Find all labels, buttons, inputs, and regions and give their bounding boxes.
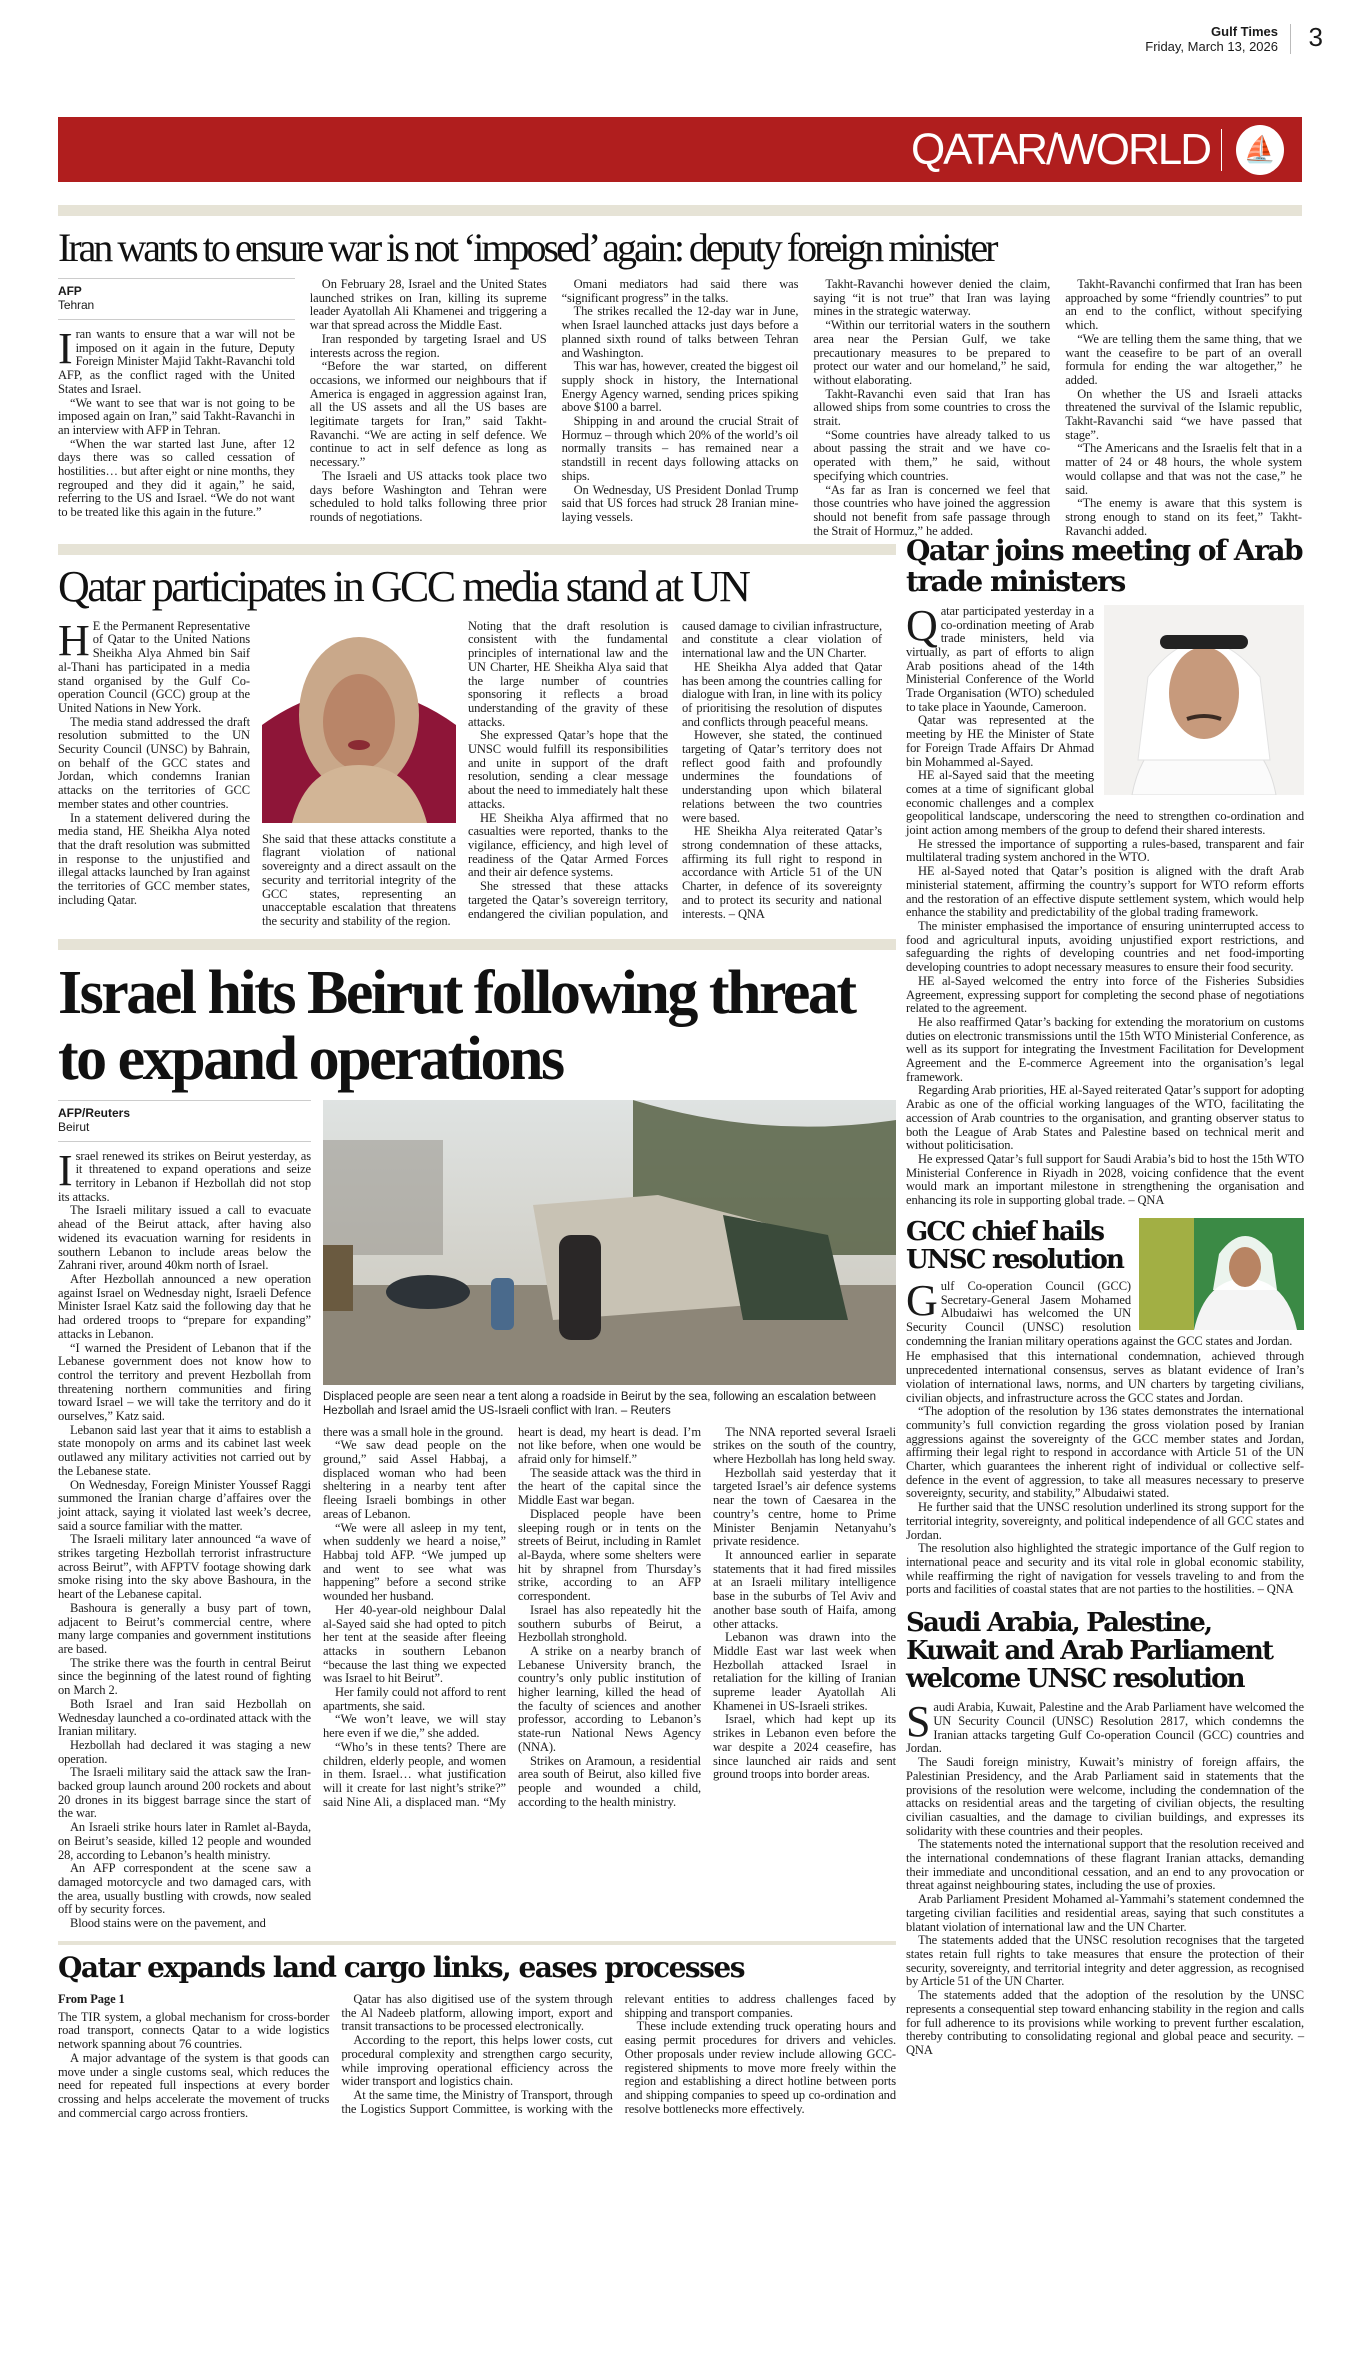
paragraph: The media stand addressed the draft resolution submitted to the UN Security Council (UNSC) by Bahrain, on behalf of the GCC states and Jordan, which condemns Iranian attacks on the territories of GCC member states and other countries. xyxy=(58,714,250,811)
paragraph: He further said that the UNSC resolution underlined its strong support for the territorial integrity, sovereignty, and political independence of all GCC states and Jordan. xyxy=(906,1500,1304,1542)
article-saudi-body xyxy=(906,1697,1304,2057)
article-gcc-media-col2-text xyxy=(262,833,456,929)
paragraph: HE al-Sayed welcomed the entry into force of the Fisheries Subsidies Agreement, expressing support for completing the second phase of negotiations related to the agreement. xyxy=(906,973,1304,1016)
paragraph: On February 28, Israel and the United States launched strikes on Iran, killing its supreme leader Ayatollah Ali Khamenei and triggering a war that spread across the Middle East. xyxy=(309,277,547,333)
minister-photo xyxy=(1104,605,1304,795)
article-gcc-media-col1 xyxy=(58,615,250,929)
paragraph: “The enemy is aware that this system is strong enough to stand on its feet,” Takht-Ravanchi added. xyxy=(1065,496,1302,538)
section-title: QATAR/WORLD xyxy=(910,125,1210,174)
paragraph: The Saudi foreign ministry, Kuwait’s ministry of foreign affairs, the Palestinian Presidency, and the Arab Parliament said in statements that the provisions of the resolution were welcome, including the condemnation of the attacks on residential areas and the targeting of civilian objects, the resulting civilian casualties, and the damage to civilian buildings, and expresses its solidarity with these countries and their peoples. xyxy=(906,1755,1304,1838)
byline xyxy=(58,278,295,320)
divider xyxy=(58,205,1302,216)
paragraph: The NNA reported several Israeli strikes on the south of the country, where Hezbollah has long held sway. xyxy=(713,1424,896,1467)
page-number: 3 xyxy=(1308,22,1323,52)
paragraph: The TIR system, a global mechanism for cross-border road transport, connects Qatar to a wide logistics network spanning about 76 countries. xyxy=(58,2009,330,2052)
paragraph: Takht-Ravanchi even said that Iran has allowed ships from some countries to cross the strait. xyxy=(813,386,1051,429)
paragraph: The statements noted the international support that the resolution received and the international condemnations of these flagrant Iranian attacks, demanding their immediate and unconditional cessation, and an end to any provocation or threat against neighbouring states, including the use of proxies. xyxy=(906,1837,1304,1893)
paragraph: Hezbollah said yesterday that it targeted Israel’s air defence systems near the town of Caesarea in the country’s centre, home to Prime Minister Benjamin Netanyahu’s private residence. xyxy=(713,1465,896,1549)
paragraph: HE Sheikha Alya reiterated Qatar’s strong condemnation of these attacks, affirming its full right to respond in accordance with Article 51 of the UN Charter, in defence of its sovereignty and to protect its security and national interests. – QNA xyxy=(682,824,882,921)
paragraph: Bashoura is generally a busy part of town, adjacent to Beirut’s commercial centre, where many large companies and government institutions are based. xyxy=(58,1600,311,1656)
paragraph: Displaced people have been sleeping rough or in tents on the streets of Beirut, including in Ramlet al-Bayda, where some shelters were hit by shrapnel from Thursday’s strike, according to an AFP correspondent. xyxy=(518,1506,701,1604)
paragraph: The Israeli military said the attack saw the Iran-backed group launch around 200 rockets and about 20 drones in its biggest barrage since the start of the war. xyxy=(58,1765,311,1821)
divider xyxy=(58,1941,896,1945)
paragraph: “Before the war started, on different occasions, we informed our neighbours that if America is engaged in aggression against Iran, all the US assets and all the US bases are legitimate targets for Iran,” said Takht-Ravanchi. “We are acting in self defence. We continue to act in self defence as long as necessary.” xyxy=(309,359,547,470)
paragraph: “We were all asleep in my tent, when suddenly we heard a noise,” Habbaj told AFP. “We jumped up and went to see what was happening” before a second strike wounded her husband. xyxy=(323,1520,506,1604)
article-gcc-chief-body xyxy=(906,1350,1304,1597)
headline-trade: Qatar joins meeting of Arab trade ministers xyxy=(906,534,1303,598)
paragraph: According to the report, this helps lower costs, cut procedural complexity and strengthen cargo security, while improving operational efficiency across the wider transport and logistics chain. xyxy=(341,2033,613,2089)
divider xyxy=(58,939,896,950)
divider xyxy=(58,544,896,555)
paragraph: He also reaffirmed Qatar’s backing for extending the moratorium on customs duties on electronic transmissions until the 15th WTO Ministerial Conference, as well as its support for integrating the Investment Facilitation for Development Agreement and the E-commerce Agreement into the organisation’s legal framework. xyxy=(906,1014,1304,1084)
paragraph: Shipping in and around the crucial Strait of Hormuz – through which 20% of the world’s oil normally transits – has remained near a standstill in recent days following attacks on ships. xyxy=(561,414,799,483)
paragraph: Hezbollah had declared it was staging a new operation. xyxy=(58,1737,311,1766)
paragraph: The statements added that the adoption of the resolution by the UNSC represents a consequential step toward enhancing stability in the region and calls for full adherence to its provisions while working to prevent further escalation, thereby contributing to consolidating regional and global peace and security. – QNA xyxy=(906,1988,1304,2057)
gcc-chief-header xyxy=(906,1218,1304,1349)
headline-saudi: Saudi Arabia, Palestine, Kuwait and Arab Parliament welcome UNSC resolution xyxy=(906,1608,1273,1695)
paragraph: HE the Permanent Representative of Qatar to the United Nations Sheikha Alya Ahmed bin Saif al-Thani has participated in a media stand organised by the Gulf Co-operation Council (GCC) group at the United Nations in New York. xyxy=(58,615,250,715)
paragraph: Lebanon was drawn into the Middle East war last week when Hezbollah attacked Israel in retaliation for the killing of Iranian supreme leader Ayatollah Ali Khamenei in US-Israeli strikes. xyxy=(713,1630,896,1713)
paragraph: Both Israel and Iran said Hezbollah on Wednesday launched a co-ordinated attack with the Iranian military. xyxy=(58,1696,311,1739)
paragraph: On whether the US and Israeli attacks threatened the survival of the Islamic republic, Takht-Ravanchi said “we have passed that stage”. xyxy=(1065,386,1302,442)
paragraph: However, she stated, the continued targeting of Qatar’s territory does not reflect good faith and profoundly undermines the foundations of understanding upon which bilateral relations between the two countries were based. xyxy=(682,728,882,825)
paragraph: Israel renewed its strikes on Beirut yesterday, as it threatened to expand operations and seize territory in Lebanon if Hezbollah did not stop its attacks. xyxy=(58,1145,311,1204)
paragraph: He emphasised that this international condemnation, achieved through unprecedented international consensus, serves as blatant evidence of Iran’s violation of international laws, norms, and UN charters by targeting civilians, civilian objects, and infrastructure across the GCC states and Jordan. xyxy=(906,1349,1304,1405)
paragraph: Qatar participated yesterday in a co-ordination meeting of Arab trade ministers, held via virtually, as part of efforts to align Arab positions ahead of the 14th Ministerial Conference of the World Trade Organisation (WTO) scheduled to take place in Yaounde, Cameroon. xyxy=(906,600,1094,714)
paragraph: “We saw dead people on the ground,” said Assel Habbaj, a displaced woman who had been sheltering in a nearby tent after fleeing Israeli bombings in other areas of Lebanon. xyxy=(323,1438,506,1521)
beirut-photo xyxy=(323,1100,896,1385)
paragraph: The seaside attack was the third in the heart of the capital since the Middle East war began. xyxy=(518,1465,701,1508)
article-gcc-media xyxy=(58,615,896,929)
article-cargo-body xyxy=(58,1993,896,2120)
paragraph: A major advantage of the system is that goods can move under a single customs seal, which reduces the need for repeated full inspections at every border crossing and helps accelerate the movement of trucks and commercial cargo across frontiers. xyxy=(58,2050,330,2120)
lower-section xyxy=(58,534,1304,2120)
dhow-icon: ⛵ xyxy=(1236,125,1284,175)
secretary-general-photo xyxy=(1139,1218,1304,1330)
paragraph: On Wednesday, Foreign Minister Youssef Raggi summoned the Iranian charge d’affaires over the joint attack, saying it violated last week’s decree, said a source familiar with the matter. xyxy=(58,1477,311,1533)
paragraph: Her family could not afford to rent apartments, she said. xyxy=(323,1685,506,1713)
paragraph: She said that these attacks constitute a flagrant violation of national sovereignty and a direct assault on the security and territorial integrity of the GCC states, representing an unacceptable escalation that threatens the security and stability of the region. xyxy=(262,831,456,928)
paragraph: Takht-Ravanchi confirmed that Iran has been approached by some “friendly countries” to put an end to the conflict, without specifying which. xyxy=(1065,277,1302,333)
paragraph: Noting that the draft resolution is consistent with the fundamental principles of international law and the UN Charter, HE Sheikha Alya said that the large number of countries sponsoring it reflects a broad understanding of the gravity of these attacks. xyxy=(468,618,668,729)
left-column xyxy=(58,544,896,2120)
paragraph: Israel, which had kept up its strikes in Lebanon even before the war despite a 2024 ceasefire, has since launched air raids and sent ground troops into border areas. xyxy=(713,1712,896,1782)
paragraph: “Who’s in these tents? There are children, elderly people, and women in them. Israel… what justification will it create for last night’s strike?” said Nine Ali, a displaced man. “My heart is dead, my heart is dead. I’m not like before, when one would be afraid only for himself.” xyxy=(323,1424,701,1809)
paragraph: HE al-Sayed noted that Qatar’s position is aligned with the draft Arab ministerial statement, affirming the country’s support for WTO reform efforts and the restoration of an effective dispute settlement system, which would help enhance the stability and predictability of the global trading framework. xyxy=(906,864,1304,920)
paragraph: Arab Parliament President Mohamed al-Yammahi’s statement condemned the targeting civilian facilities and residential areas, saying that such constitutes a blatant violation of international law and the UN Charter. xyxy=(906,1892,1304,1934)
paragraph: “The Americans and the Israelis felt that in a matter of 24 or 48 hours, the whole system would collapse and that was not the case,” he said. xyxy=(1065,441,1302,497)
paragraph: She expressed Qatar’s hope that the UNSC would fulfill its responsibilities and unite in support of the draft resolution, sending a clear message about the need to immediately halt these attacks. xyxy=(468,728,668,811)
paragraph: “Within our territorial waters in the southern area near the Persian Gulf, we take precautionary measures to be prepared to protect our water and our homeland,” he said, without elaborating. xyxy=(813,318,1051,387)
paragraph: The strikes recalled the 12-day war in June, when Israel launched attacks just days before a planned sixth round of talks between Tehran and Washington. xyxy=(561,304,799,360)
agency: AFP xyxy=(58,284,82,298)
paragraph: At the same time, the Ministry of Transport, through the Logistics Support Committee, is working with the relevant entities to address challenges faced by shipping and transport companies. xyxy=(341,1991,896,2116)
paragraph: “Some countries have already talked to us about passing the strait and we have co-operated with them,” he said, without specifying which countries. xyxy=(813,427,1051,483)
paragraph: An AFP correspondent at the scene saw a damaged motorcycle and two damaged cars, with the area, usually bustling with crowds, now sealed off by security forces. xyxy=(58,1861,311,1917)
paragraph: Omani mediators had said there was “significant progress” in the talks. xyxy=(561,277,799,305)
headline-gcc-chief: GCC chief hails UNSC resolution xyxy=(906,1217,1124,1275)
paragraph: In a statement delivered during the media stand, HE Sheikha Alya noted that the draft resolution was submitted in response to the unjustified and illegal attacks launched by Iran against the territories of GCC member states, including Qatar. xyxy=(58,810,250,907)
article-beirut-left-text xyxy=(58,1145,311,1931)
paragraph: there was a small hole in the ground. xyxy=(323,1424,504,1439)
article-beirut xyxy=(58,1100,896,1931)
paragraph: HE Sheikha Alya affirmed that no casualties were reported, thanks to the vigilance, efficiency, and high level of readiness of the Qatar Armed Forces and their air defence systems. xyxy=(468,810,668,880)
byline xyxy=(58,1100,311,1142)
headline-gcc-media: Qatar participates in GCC media stand at UN xyxy=(58,562,749,612)
paragraph: The Israeli and US attacks took place two days before Washington and Tehran were scheduled to hold talks following three prior rounds of negotiations. xyxy=(309,468,547,524)
paragraph: “I warned the President of Lebanon that if the Lebanese government does not know how to control the territory and prevent Hezbollah from threatening northern communities and firing toward Israel – we will take the territory and do it ourselves,” Katz said. xyxy=(58,1340,311,1424)
paragraph: Blood stains were on the pavement, and xyxy=(70,1916,266,1931)
paragraph: After Hezbollah announced a new operation against Israel on Wednesday night, Israeli Defence Minister Israel Katz said the following day that he had ordered troops to “prepare for expanding” attacks in Lebanon. xyxy=(58,1272,311,1341)
paragraph: Strikes on Aramoun, a residential area south of Beirut, also killed five people and wounded a child, according to the health ministry. xyxy=(518,1753,701,1809)
paragraph: Qatar has also digitised use of the system through the Al Nadeeb platform, allowing import, export and transit transactions to be processed electronically. xyxy=(341,1991,613,2034)
paragraph: “We want to see that war is not going to be imposed again on Iran,” said Takht-Ravanchi in an interview with AFP in Tehran. xyxy=(58,395,295,437)
paragraph: It announced earlier in separate statements that it had fired missiles at an Israeli military intelligence base in the suburbs of Tel Aviv and another base south of Haifa, among other attacks. xyxy=(713,1548,896,1631)
paragraph: Iran responded by targeting Israel and US interests across the region. xyxy=(309,331,547,360)
dateline: Beirut xyxy=(58,1119,90,1134)
dateline: Tehran xyxy=(58,298,95,312)
paragraph: The Israeli military issued a call to evacuate ahead of the Beirut attack, after having also widened its evacuation warning for residents in southern Lebanon to include areas below the Zahrani river, around 40km north of Israel. xyxy=(58,1203,311,1273)
publication-name: Gulf Times xyxy=(1211,24,1278,39)
paragraph: Lebanon said last year that it aims to establish a state monopoly on arms and its cabinet last week outlawed any military activities not carried out by the Lebanese state. xyxy=(58,1422,311,1478)
agency: AFP/Reuters xyxy=(58,1105,131,1120)
paragraph: Gulf Co-operation Council (GCC) Secretary-General Jasem Mohamed Albudaiwi has welcomed the UN Security Council (UNSC) resolution condemning the Iranian military operations against the GCC states and Jordan. xyxy=(906,1275,1293,1348)
paragraph: HE al-Sayed said that the meeting comes at a time of significant global economic challenges and a complex geopolitical landscape, underscoring the need to strengthen co-ordination and joint action among members of the group to defend their shared interests. xyxy=(906,768,1304,838)
paragraph: These include extending truck operating hours and easing permit procedures for drivers and vehicles. Other proposals under review include allowing GCC-registered shipments to move more freely within the region and establishing a direct hotline between ports and shipping companies to speed up co-ordination and resolve bottlenecks more effectively. xyxy=(624,2019,896,2116)
paragraph: This war has, however, created the biggest oil supply shock in history, the International Energy Agency warned, sending prices spiking above $100 a barrel. xyxy=(561,359,799,415)
paragraph: Iran wants to ensure that a war will not be imposed on it again in the future, Deputy Foreign Minister Majid Takht-Ravanchi told AFP, as the conflict raged with the United States and Israel. xyxy=(58,324,295,396)
paragraph: “When the war started last June, after 12 days there was so called cessation of hostilities… but after eight or nine months, they regrouped and they did it again,” he said, referring to the US and Israel. “We do not want to be treated like this again in the future.” xyxy=(58,436,295,520)
article-gcc-media-col2 xyxy=(262,620,456,929)
headline-cargo: Qatar expands land cargo links, eases processes xyxy=(58,1950,745,1984)
headline-iran: Iran wants to ensure war is not ‘imposed’ again: deputy foreign minister xyxy=(58,225,996,270)
paragraph: Takht-Ravanchi however denied the claim, saying “it is not true” that Iran was laying mines in the strategic waterway. xyxy=(813,277,1051,319)
headline-beirut: Israel hits Beirut following threat to expand operations xyxy=(58,958,855,1093)
paragraph: HE Sheikha Alya added that Qatar has been among the countries calling for dialogue with Iran, in line with its policy of prioritising the resolution of disputes and conflicts through peaceful means. xyxy=(682,659,882,729)
article-cargo-text xyxy=(58,1993,896,2120)
paragraph: Her 40-year-old neighbour Dalal al-Sayed said she had opted to pitch her tent at the seaside after fleeing attacks in southern Lebanon “because the last thing we expected was Israel to hit Beirut”. xyxy=(323,1602,506,1686)
from-page-label: From Page 1 xyxy=(58,1991,125,2006)
article-iran-body xyxy=(58,278,1302,538)
paragraph: He expressed Qatar’s full support for Saudi Arabia’s bid to host the 15th WTO Ministerial Conference in Riyadh in 2028, voicing confidence that the event would mark an important milestone in strengthening the organisation and enhancing its role in supporting global trade. – QNA xyxy=(906,1151,1304,1208)
paragraph: The minister emphasised the importance of ensuring uninterrupted access to food and agricultural inputs, avoiding unjustified export restrictions, and safeguarding the rights of developing countries and net food-importing developing countries to adopt necessary measures to ensure their food security. xyxy=(906,919,1304,975)
paragraph: “The adoption of the resolution by 136 states demonstrates the international community’s full conviction regarding the gross violation posed by Iranian aggressions against the sovereignty of the GCC member states and Jordan, affirming their legal right to respond in accordance with Article 51 of the UN Charter, which guarantees the inherent right of individual or collective self-defence in the event of aggression, to take all measures necessary to preserve sovereignty, security, and stability,” Albudaiwi stated. xyxy=(906,1404,1304,1501)
paragraph: The Israeli military later announced “a wave of strikes targeting Hezbollah terrorist infrastructure across Beirut”, with AFPTV footage showing dark smoke rising into the sky above Bashoura, in the heart of the Lebanese capital. xyxy=(58,1532,311,1602)
article-beirut-body xyxy=(323,1426,896,1810)
paragraph: She stressed that these attacks targeted the Qatar’s sovereign territory, endangered the civilian population, and caused damage to civilian infrastructure, and constitute a clear violation of international law and the UN Charter. xyxy=(468,618,882,921)
article-gcc-media-body xyxy=(468,620,882,929)
paragraph: Qatar was represented at the meeting by HE the Minister of State for Foreign Trade Affairs Dr Ahmad bin Mohammed al-Sayed. xyxy=(906,713,1094,769)
paragraph: Saudi Arabia, Kuwait, Palestine and the Arab Parliament have welcomed the UN Security Council (UNSC) Resolution 2817, which condemns the Iranian attacks targeting Gulf Co-operation Council (GCC) countries and Jordan. xyxy=(906,1697,1304,1756)
paragraph: On Wednesday, US President Donlad Trump said that US forces had struck 28 Iranian mine-laying vessels. xyxy=(561,482,799,524)
paragraph: He stressed the importance of supporting a rules-based, transparent and fair multilateral trading system anchored in the WTO. xyxy=(906,836,1304,865)
right-column xyxy=(906,536,1304,2120)
paragraph: The statements added that the UNSC resolution recognises that the targeted states retain full rights to take measures that ensure the protection of their security, sovereignty, and territorial integrity and deter aggression, as recognised by Article 51 of the UN Charter. xyxy=(906,1933,1304,1989)
portrait-photo xyxy=(262,620,456,823)
paragraph: Israel has also repeatedly hit the southern suburbs of Beirut, a Hezbollah stronghold. xyxy=(518,1602,701,1645)
article-beirut-left xyxy=(58,1100,311,1931)
paragraph: Regarding Arab priorities, HE al-Sayed reiterated Qatar’s support for adopting Arabic as one of the official working languages of the WTO, facilitating the accession of Arab countries to the organisation, and granting observer status to both the League of Arab States and Palestine based on technical merit and without politicisation. xyxy=(906,1083,1304,1153)
paragraph: “We are telling them the same thing, that we want the ceasefire to be part of an overall formula for ending the war altogether,” he added. xyxy=(1065,331,1302,387)
paragraph: “As far as Iran is concerned we feel that those countries who have joined the aggression should not benefit from safe passage through the Strait of Hormuz,” he added. xyxy=(813,482,1051,538)
paragraph: The strike there was the fourth in central Beirut since the beginning of the latest round of fighting on March 2. xyxy=(58,1655,311,1698)
photo-caption: Displaced people are seen near a tent along a roadside in Beirut by the sea, following an escalation between Hezbollah and Israel amid the US-Israeli conflict with Iran. – Reuters xyxy=(323,1390,877,1417)
paragraph: An Israeli strike hours later in Ramlet al-Bayda, on Beirut’s seaside, killed 12 people and wounded 28, according to Lebanon’s health ministry. xyxy=(58,1820,311,1862)
issue-date: Friday, March 13, 2026 xyxy=(1145,39,1278,54)
paragraph: The resolution also highlighted the strategic importance of the Gulf region to international peace and security and its vital role in global economic stability, while reaffirming the right of navigation for vessels traveling to and from the ports and facilities of coastal states that are not parties to the hostilities. – QNA xyxy=(906,1541,1304,1597)
article-beirut-main xyxy=(323,1100,896,1931)
paragraph: “We won’t leave, we will stay here even if we die,” she added. xyxy=(323,1712,506,1741)
paragraph: A strike on a nearby branch of Lebanese University branch, the country’s only public institution of higher learning, killed the head of the faculty of sciences and another professor, according to Lebanon’s state-run National News Agency (NNA). xyxy=(518,1643,701,1754)
